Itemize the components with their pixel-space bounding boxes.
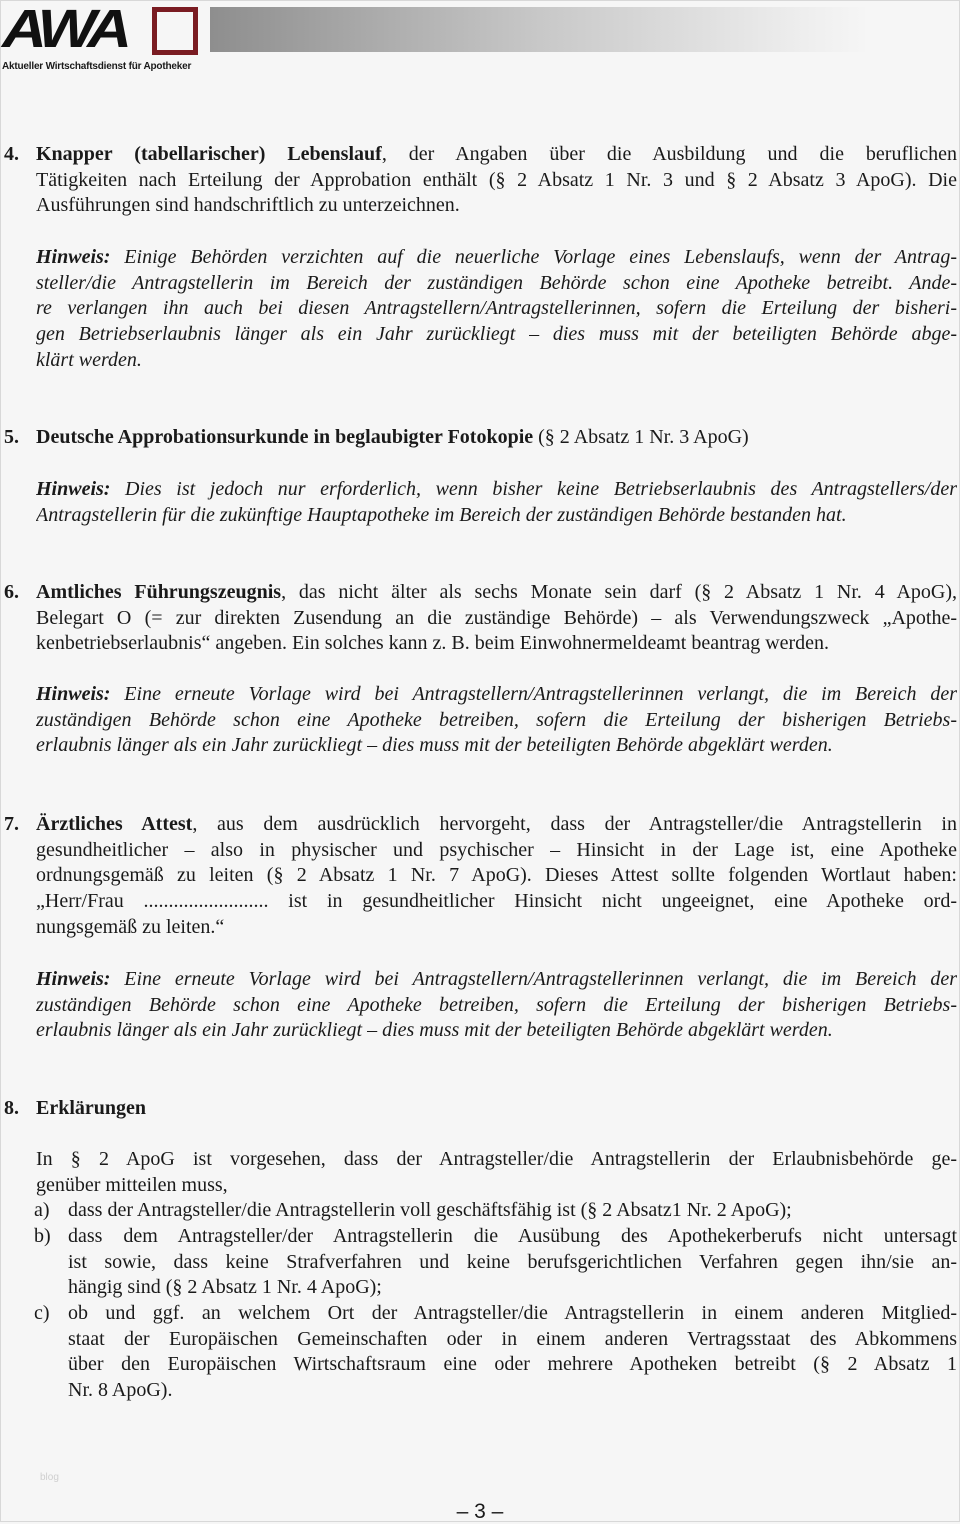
text-line (36, 1096, 957, 1122)
text-run: steller/die Antragstellerin im Bereich der zuständigen Behörde schon eine Apotheke betreibt. Ande- (36, 271, 957, 294)
text-run: nungsgemäß zu leiten.“ (36, 915, 225, 938)
hinweis-note (36, 967, 957, 1044)
paragraph (36, 1198, 957, 1224)
text-line (36, 1018, 957, 1044)
text-run: ordnungsgemäß zu leiten (§ 2 Absatz 1 Nr. 7 ApoG). Dieses Attest sollte folgenden Wortlaut haben: (36, 864, 957, 887)
text-run: , der Angaben über die Ausbildung und die beruflichen (381, 143, 957, 165)
text-line (36, 245, 957, 271)
numbered-item (4, 1096, 957, 1122)
text-line (36, 682, 957, 708)
text-line (36, 580, 957, 606)
text-line (36, 889, 957, 915)
text-line (36, 1173, 957, 1199)
item-number: 5. (4, 426, 19, 448)
list-marker: c) (34, 1302, 50, 1324)
numbered-item (4, 812, 957, 940)
paragraph (36, 1147, 957, 1198)
text-run: erlaubnis länger als ein Jahr zurückliegt – dies muss mit der beteiligten Behörde abgeklärt werden. (36, 1019, 833, 1042)
text-line (36, 1224, 957, 1250)
text-run: hängig sind (§ 2 Absatz 1 Nr. 4 ApoG); (68, 1276, 382, 1299)
bold-text: Hinweis: (36, 246, 111, 268)
text-line (36, 812, 957, 838)
bold-text: Hinweis: (36, 968, 111, 990)
text-line (36, 168, 957, 194)
text-run: Ausführungen sind handschriftlich zu unterzeichnen. (36, 194, 460, 217)
item-number: 7. (4, 813, 19, 835)
logo-square (152, 7, 198, 55)
item-number: 4. (4, 143, 19, 165)
text-run: gen Betriebserlaubnis länger als ein Jahr zurückliegt – dies muss mit der beteiligten Behörde abge- (36, 323, 957, 346)
text-line (36, 838, 957, 864)
text-run: Einige Behörden verzichten auf die neuerliche Vorlage eines Lebenslaufs, wenn der Antrag- (110, 246, 957, 268)
text-line (36, 606, 957, 632)
paragraph (36, 1301, 957, 1404)
text-run: , aus dem ausdrücklich hervorgeht, dass der Antragsteller/die Antragstellerin in (192, 813, 957, 835)
text-run: staat der Europäischen Gemeinschaften oder in einem anderen Vertragsstaat des Abkommens (68, 1327, 957, 1350)
text-line (36, 425, 957, 451)
text-run: re verlangen ihn auch bei diesen Antragstellern/Antragstellerinnen, sofern die Erteilung der bisheri- (36, 297, 957, 320)
text-run: dass dem Antragsteller/der Antragstellerin die Ausübung des Apothekerberufs nicht untersagt (68, 1225, 957, 1247)
page-number: – 3 – (456, 1500, 504, 1523)
text-line (36, 1327, 957, 1353)
bold-text: Hinweis: (36, 478, 111, 500)
text-run: kenbetriebserlaubnis“ angeben. Ein solches kann z. B. beim Einwohnermeldeamt beantrag werden. (36, 632, 830, 655)
text-line (36, 1147, 957, 1173)
bold-text: Hinweis: (36, 683, 111, 705)
text-line (36, 967, 957, 993)
text-line (36, 915, 957, 941)
text-run: Nr. 8 ApoG). (68, 1379, 173, 1402)
text-run: zuständigen Behörde schon eine Apotheke betreiben, sofern die Erteilung der bisherigen Betriebs- (36, 708, 957, 731)
bold-text: Amtliches Führungszeugnis (36, 581, 282, 603)
text-run: Eine erneute Vorlage wird bei Antragstellern/Antragstellerinnen verlangt, die im Bereich der (110, 683, 957, 705)
text-run: gesundheitlicher – also in physischer und psychischer – Hinsicht in der Lage ist, eine Apotheke (36, 838, 957, 861)
text-line (36, 477, 957, 503)
paragraph (36, 1224, 957, 1301)
text-line (36, 631, 957, 657)
text-run: Antragstellerin für die zukünftige Hauptapotheke im Bereich der zuständigen Behörde bestanden hat. (36, 503, 847, 526)
text-run: , das nicht älter als sechs Monate sein darf (§ 2 Absatz 1 Nr. 4 ApoG), (281, 581, 957, 603)
text-line (36, 193, 957, 219)
text-line (36, 1198, 957, 1224)
logo-tagline: Aktueller Wirtschaftsdienst für Apotheker (2, 61, 192, 72)
bold-text: Ärztliches Attest (36, 813, 193, 835)
text-run: (§ 2 Absatz 1 Nr. 3 ApoG) (533, 426, 749, 448)
text-line (36, 1352, 957, 1378)
bold-text: Knapper (tabellarischer) Lebenslauf (36, 143, 382, 165)
text-line (36, 708, 957, 734)
text-run: Eine erneute Vorlage wird bei Antragstellern/Antragstellerinnen verlangt, die im Bereich der (110, 968, 957, 990)
text-run: erlaubnis länger als ein Jahr zurückliegt – dies muss mit der beteiligten Behörde abgeklärt werden. (36, 734, 833, 757)
text-line (36, 142, 957, 168)
text-run: zuständigen Behörde schon eine Apotheke betreiben, sofern die Erteilung der bisherigen Betriebs- (36, 993, 957, 1016)
numbered-item (4, 580, 957, 657)
bold-text: Deutsche Approbationsurkunde in beglaubigter Fotokopie (36, 426, 534, 448)
text-run: Dies ist jedoch nur erforderlich, wenn bisher keine Betriebserlaubnis des Antragstellers/der (110, 478, 957, 500)
bold-text: Erklärungen (36, 1097, 147, 1119)
header-gradient-bar (210, 7, 870, 52)
awa-logo: AWA (2, 0, 127, 59)
numbered-item (4, 142, 957, 219)
watermark: blog (40, 1472, 59, 1483)
item-number: 8. (4, 1097, 19, 1119)
text-run: Belegart O (= zur direkten Zusendung an die zuständige Behörde) – als Verwendungszweck „Apothe- (36, 606, 957, 629)
text-run: „Herr/Frau ......................... ist in gesundheitlicher Hinsicht nicht ungeeignet, eine Apotheke ord- (36, 890, 957, 913)
text-line (36, 1275, 957, 1301)
text-run: In § 2 ApoG ist vorgesehen, dass der Antragsteller/die Antragstellerin der Erlaubnisbehörde ge- (36, 1148, 957, 1170)
text-line (36, 993, 957, 1019)
text-line (36, 271, 957, 297)
text-run: Tätigkeiten nach Erteilung der Approbation enthält (§ 2 Absatz 1 Nr. 3 und § 2 Absatz 3 ApoG). Die (36, 168, 957, 191)
text-line (36, 1301, 957, 1327)
text-line (36, 296, 957, 322)
text-run: dass der Antragsteller/die Antragstellerin voll geschäftsfähig ist (§ 2 Absatz1 Nr. 2 ApoG); (68, 1199, 792, 1221)
list-marker: b) (34, 1225, 51, 1247)
text-line (36, 1378, 957, 1404)
hinweis-note (36, 245, 957, 373)
text-line (36, 863, 957, 889)
text-line (36, 733, 957, 759)
text-line (36, 1250, 957, 1276)
text-run: klärt werden. (36, 348, 142, 371)
hinweis-note (36, 682, 957, 759)
text-line (36, 322, 957, 348)
text-run: genüber mitteilen muss, (36, 1173, 228, 1196)
list-marker: a) (34, 1199, 50, 1221)
text-line (36, 348, 957, 374)
text-run: über den Europäischen Wirtschaftsraum eine oder mehrere Apotheken betreibt (§ 2 Absatz 1 (68, 1353, 957, 1376)
item-number: 6. (4, 581, 19, 603)
text-run: ob und ggf. an welchem Ort der Antragsteller/die Antragstellerin in einem anderen Mitglied- (68, 1302, 957, 1324)
hinweis-note (36, 477, 957, 528)
numbered-item (4, 425, 957, 451)
text-run: ist sowie, dass keine Strafverfahren und keine berufsgerichtlichen Verfahren gegen ihn/sie an- (68, 1250, 957, 1273)
text-line (36, 503, 957, 529)
